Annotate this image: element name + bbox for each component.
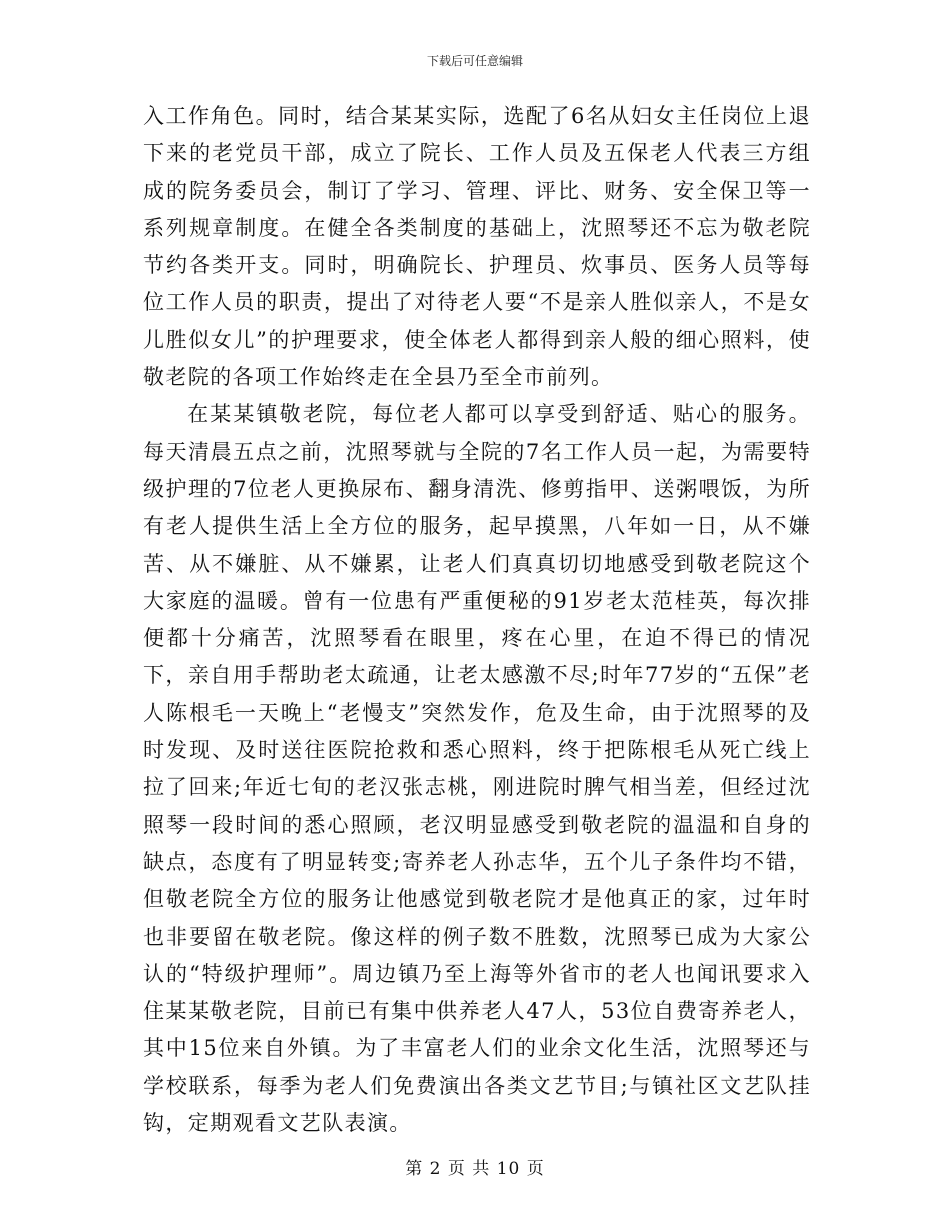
page-number: 第 2 页 共 10 页 — [405, 1159, 545, 1179]
paragraph-1: 入工作角色。同时，结合某某实际，选配了6名从妇女主任岗位上退下来的老党员干部，成立了院长、工作人员及五保老人代表三方组成的院务委员会，制订了学习、管理、评比、财务、安全保卫等一系列规章制度。在健全各类制度的基础上，沈照琴还不忘为敬老院节约各类开支。同时，明确院长、护理员、炊事员、医务人员等每位工作人员的职责，提出了对待老人要“不是亲人胜似亲人，不是女儿胜似女儿”的护理要求，使全体老人都得到亲人般的细心照料，使敬老院的各项工作始终走在全县乃至全市前列。 — [143, 104, 811, 390]
page-header-note: 下载后可任意编辑 — [426, 54, 523, 68]
paragraph-2: 在某某镇敬老院，每位老人都可以享受到舒适、贴心的服务。每天清晨五点之前，沈照琴就与全院的7名工作人员一起，为需要特级护理的7位老人更换尿布、翻身清洗、修剪指甲、送粥喂饭，为所有老人提供生活上全方位的服务，起早摸黑，八年如一日，从不嫌苦、从不嫌脏、从不嫌累，让老人们真真切切地感受到敬老院这个大家庭的温暖。曾有一位患有严重便秘的91岁老太范桂英，每次排便都十分痛苦，沈照琴看在眼里，疼在心里，在迫不得已的情况下，亲自用手帮助老太疏通，让老太感激不尽;时年77岁的“五保”老人陈根毛一天晚上“老慢支”突然发作，危及生命，由于沈照琴的及时发现、及时送往医院抢救和悉心照料，终于把陈根毛从死亡线上拉了回来;年近七旬的老汉张志桃，刚进院时脾气相当差，但经过沈照琴一段时间的悉心照顾，老汉明显感受到敬老院的温温和自身的缺点，态度有了明显转变;寄养老人孙志华，五个儿子条件均不错，但敬老院全方位的服务让他感觉到敬老院才是他真正的家，过年时也非要留在敬老院。像这样的例子数不胜数，沈照琴已成为大家公认的“特级护理师”。周边镇乃至上海等外省市的老人也闻讯要求入住某某敬老院，目前已有集中供养老人47人，53位自费寄养老人，其中15位来自外镇。为了丰富老人们的业余文化生活，沈照琴还与学校联系，每季为老人们免费演出各类文艺节目;与镇社区文艺队挂钩，定期观看文艺队表演。 — [143, 402, 811, 1136]
document-body — [143, 98, 811, 1142]
